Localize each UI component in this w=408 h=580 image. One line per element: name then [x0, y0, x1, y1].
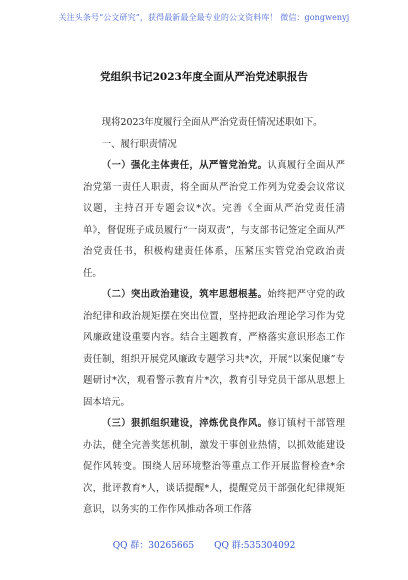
document-title: 党组织书记2023年度全面从严治党述职报告	[100, 71, 308, 83]
paragraph-3	[83, 413, 345, 521]
intro-paragraph: 现将2023年度履行全面从严治党责任情况述职如下。	[101, 117, 323, 128]
paragraph-2-heading: （二）突出政治建设，筑牢思想根基。	[101, 289, 268, 300]
paragraph-3-heading: （三）狠抓组织建设，淬炼优良作风。	[101, 418, 268, 429]
paragraph-3-text: 修订镇村干部管理办法，健全完善奖惩机制，激发干事创业热情，以抓效能建设促作风转变。围绕人居环境整治等重点工作开展监督检查*余次，批评教育*人，谈话提醒*人，提醒党员干部强化纪律规矩意识，以务实的工作作风推动各项工作落	[83, 418, 345, 515]
paragraph-2	[83, 284, 345, 413]
qq-group-2: QQ 群:535304092	[214, 541, 296, 551]
section-heading: 一、履行职责情况	[101, 138, 177, 150]
promo-banner: 关注头条号“公文研究”，获得最新最全最专业的公文资料库！ 微信：gongwenyj	[58, 13, 350, 22]
paragraph-2-text: 始终把严守党的政治纪律和政治规矩摆在突出位置，坚持把政治理论学习作为党风廉政建设重要内容。结合主题教育，严格落实意识形态工作责任制，组织开展党风廉政专题学习共*次，开展“以案促廉”专题研讨*次，观看警示教育片*次，教育引导党员干部从思想上固本培元。	[83, 289, 345, 408]
document-body	[83, 112, 345, 521]
qq-group-1: QQ 群：30265665	[112, 541, 195, 551]
paragraph-1-heading: （一）强化主体责任，从严管党治党。	[101, 160, 268, 171]
paragraph-1-text: 认真履行全面从严治党第一责任人职责，将全面从严治党工作列为党委会议常议议题，主持召开专题会议*次。完善《全面从严治党责任清单》，督促班子成员履行“一岗双责”，与支部书记签定全面从严治党责任书，积极构建责任体系，压紧压实管党治党政治责任。	[83, 160, 345, 279]
paragraph-1	[83, 155, 345, 284]
contact-footer	[0, 538, 408, 551]
